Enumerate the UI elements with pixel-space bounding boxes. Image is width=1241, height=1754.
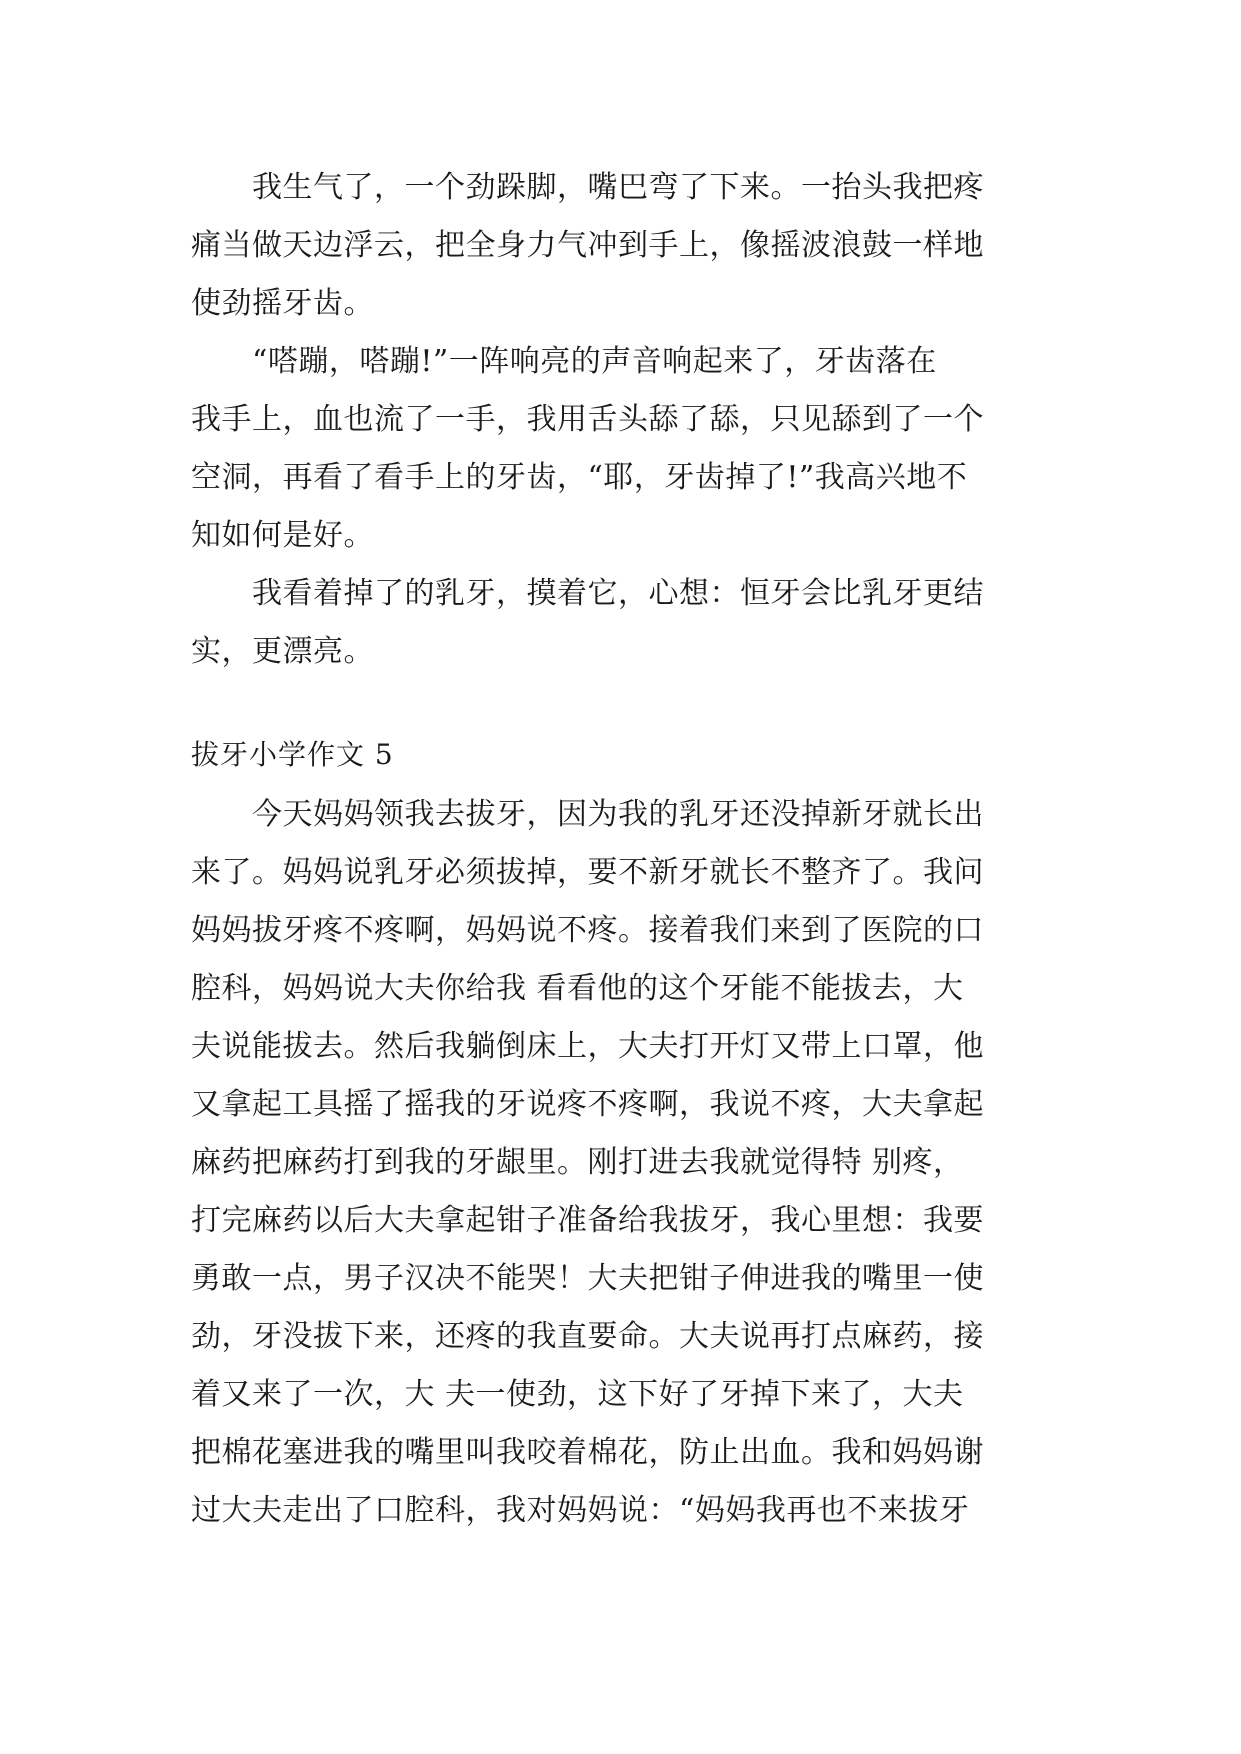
paragraph-line: 我看着掉了的乳牙，摸着它，心想：恒牙会比乳牙更结 (191, 576, 984, 611)
paragraph-line: 痛当做天边浮云，把全身力气冲到手上，像摇波浪鼓一样地 (191, 228, 984, 263)
paragraph-line: 我生气了，一个劲跺脚，嘴巴弯了下来。一抬头我把疼 (191, 170, 984, 205)
paragraph-line: 来了。妈妈说乳牙必须拔掉，要不新牙就长不整齐了。我问 (191, 855, 984, 890)
paragraph-line: 打完麻药以后大夫拿起钳子准备给我拔牙，我心里想：我要 (191, 1203, 984, 1238)
paragraph-line: 麻药把麻药打到我的牙龈里。刚打进去我就觉得特 别疼， (191, 1145, 964, 1180)
paragraph-line: 知如何是好。 (191, 518, 374, 553)
paragraph-line: 把棉花塞进我的嘴里叫我咬着棉花，防止出血。我和妈妈谢 (191, 1435, 984, 1470)
essay-title: 拔牙小学作文 5 (191, 738, 394, 771)
paragraph-line: 空洞，再看了看手上的牙齿，“耶，牙齿掉了!”我高兴地不 (191, 460, 968, 495)
paragraph-line: 夫说能拔去。然后我躺倒床上，大夫打开灯又带上口罩，他 (191, 1029, 984, 1064)
paragraph-line: “嗒蹦，嗒蹦!”一阵响亮的声音响起来了，牙齿落在 (191, 344, 937, 379)
paragraph-line: 劲，牙没拔下来，还疼的我直要命。大夫说再打点麻药，接 (191, 1319, 984, 1354)
paragraph-line: 勇敢一点，男子汉决不能哭！大夫把钳子伸进我的嘴里一使 (191, 1261, 984, 1296)
paragraph-line: 又拿起工具摇了摇我的牙说疼不疼啊，我说不疼，大夫拿起 (191, 1087, 984, 1122)
paragraph-line: 妈妈拔牙疼不疼啊，妈妈说不疼。接着我们来到了医院的口 (191, 913, 984, 948)
paragraph-line: 过大夫走出了口腔科，我对妈妈说：“妈妈我再也不来拔牙 (191, 1493, 970, 1528)
paragraph-line: 腔科，妈妈说大夫你给我 看看他的这个牙能不能拔去，大 (191, 971, 964, 1006)
paragraph-line: 着又来了一次，大 夫一使劲，这下好了牙掉下来了，大夫 (191, 1377, 964, 1412)
paragraph-line: 实，更漂亮。 (191, 634, 374, 669)
paragraph-line: 使劲摇牙齿。 (191, 286, 374, 321)
paragraph-line: 我手上，血也流了一手，我用舌头舔了舔，只见舔到了一个 (191, 402, 984, 437)
paragraph-line: 今天妈妈领我去拔牙，因为我的乳牙还没掉新牙就长出 (191, 797, 984, 832)
